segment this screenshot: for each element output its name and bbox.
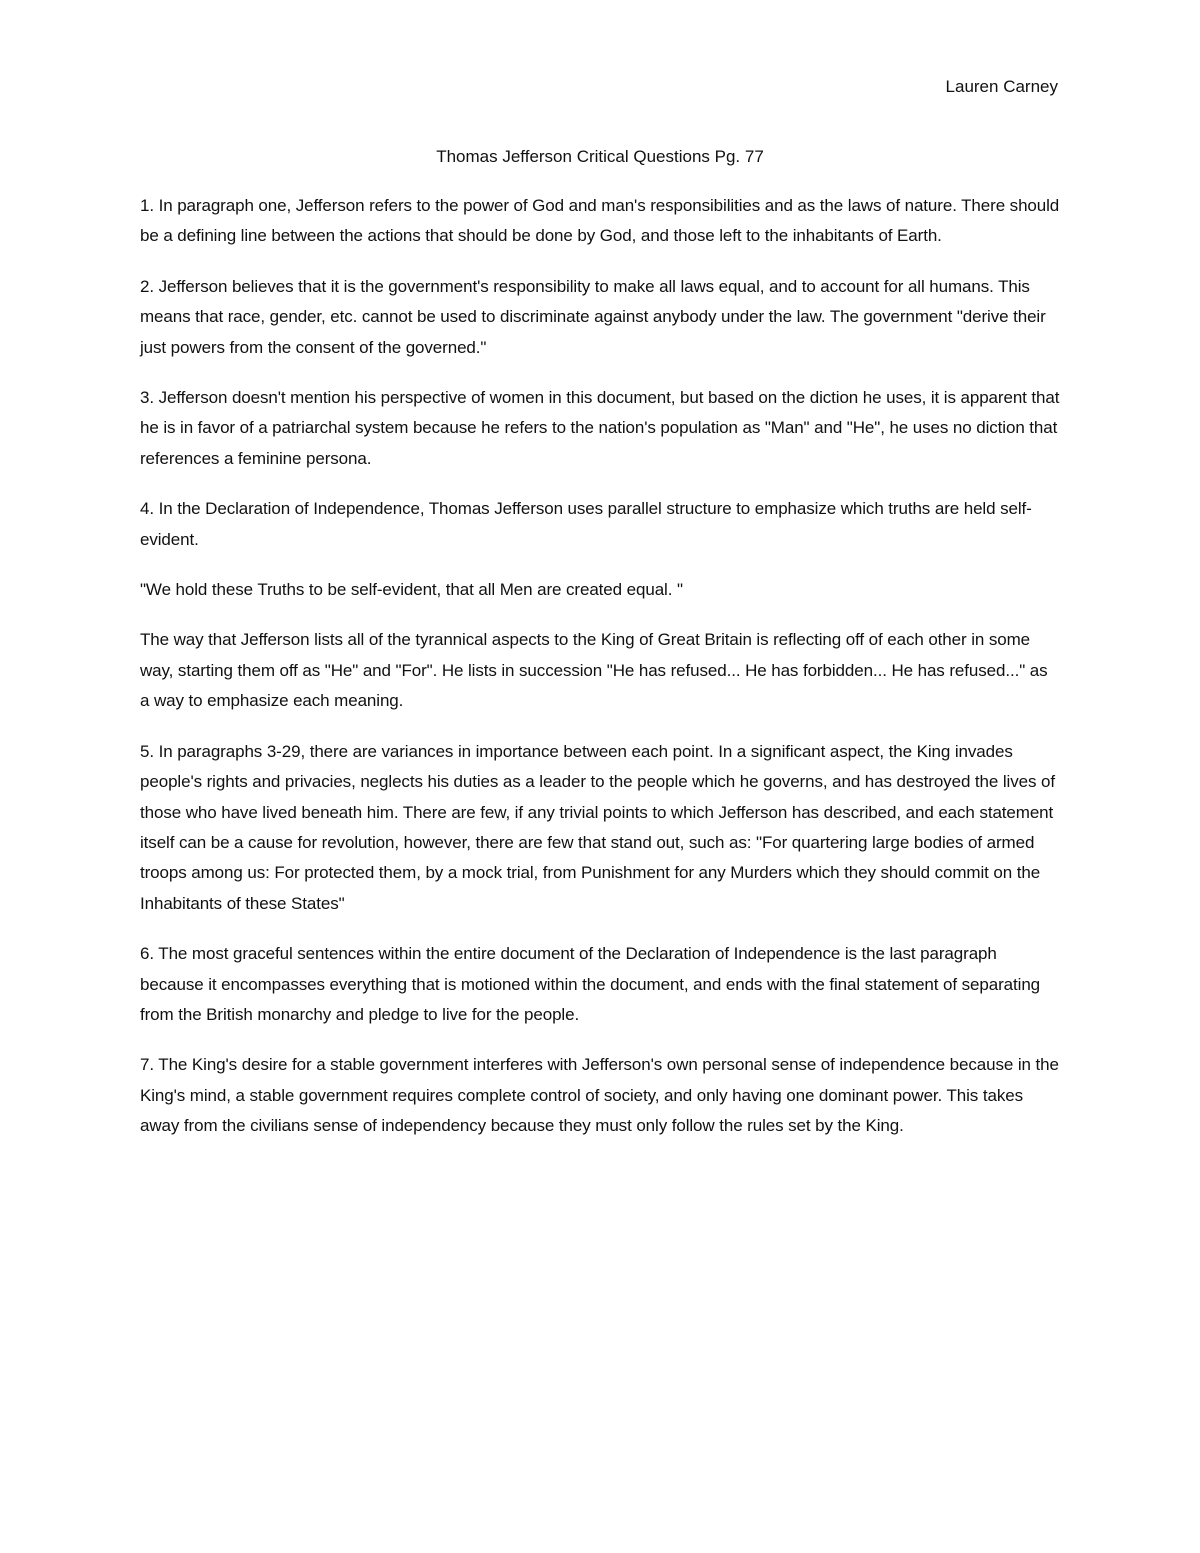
document-title: Thomas Jefferson Critical Questions Pg. 77	[436, 147, 764, 166]
answer-1-paragraph: 1. In paragraph one, Jefferson refers to the power of God and man's responsibilities and as the laws of nature. There should be a defining line between the actions that should be done by God, and those left to the inhabitants of Earth.	[140, 196, 1060, 246]
answer-6-paragraph: 6. The most graceful sentences within the entire document of the Declaration of Independence is the last paragraph because it encompasses everything that is motioned within the document, and ends with the final statement of separating from the British monarchy and pledge to live for the people.	[140, 944, 1041, 1024]
answer-4-paragraph: 4. In the Declaration of Independence, Thomas Jefferson uses parallel structure to emphasize which truths are held self-evident.	[140, 499, 1032, 549]
author-name: Lauren Carney	[945, 77, 1058, 96]
answer-2-paragraph: 2. Jefferson believes that it is the government's responsibility to make all laws equal, and to account for all humans. This means that race, gender, etc. cannot be used to discriminate against anybody under the law. The government "derive their just powers from the consent of the governed."	[140, 276, 1046, 357]
answer-5-paragraph: 5. In paragraphs 3-29, there are variances in importance between each point. In a significant aspect, the King invades people's rights and privacies, neglects his duties as a leader to the people which he governs, and has destroyed the lives of those who have lived beneath him. There are few, if any trivial points to which Jefferson has described, and each statement itself can be a cause for revolution, however, there are few that stand out, such as: "For quartering large bodies of armed troops among us: For protected them, by a mock trial, from Punishment for any Murders which they should commit on the Inhabitants of these States"	[140, 741, 1055, 913]
answer-4-continued-paragraph: The way that Jefferson lists all of the tyrannical aspects to the King of Great Britain is reflecting off of each other in some way, starting them off as "He" and "For". He lists in succession "He has refused... He has forbidden... He has refused..." as a way to emphasize each meaning.	[140, 630, 1048, 711]
answer-7-paragraph: 7. The King's desire for a stable government interferes with Jefferson's own personal sense of independence because in the King's mind, a stable government requires complete control of society, and only having one dominant power. This takes away from the civilians sense of independency because they must only follow the rules set by the King.	[140, 1055, 1059, 1136]
answer-3-paragraph: 3. Jefferson doesn't mention his perspective of women in this document, but based on the diction he uses, it is apparent that he is in favor of a patriarchal system because he refers to the nation's population as "Man" and "He", he uses no diction that references a feminine persona.	[140, 388, 1060, 468]
quote-paragraph: "We hold these Truths to be self-evident, that all Men are created equal. "	[140, 580, 683, 600]
document-body	[140, 191, 1060, 1162]
